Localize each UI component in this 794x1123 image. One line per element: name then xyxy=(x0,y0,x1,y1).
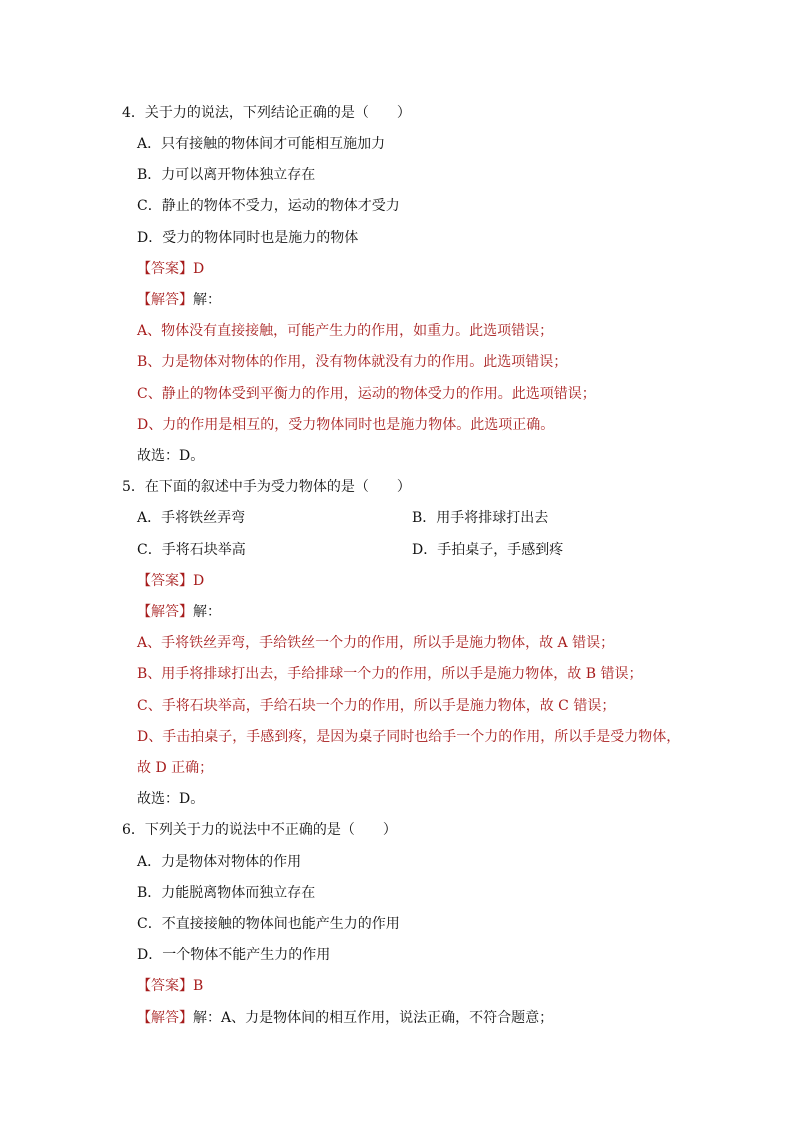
answer-value: D xyxy=(193,261,205,277)
analysis-tag: 【解答】 xyxy=(137,1010,193,1026)
question-4-answer xyxy=(137,260,204,278)
answer-tag: 【答案】 xyxy=(137,261,193,277)
question-5-analysis-header xyxy=(137,603,221,621)
answer-value: B xyxy=(193,978,204,994)
analysis-lead: 解： xyxy=(193,1010,221,1026)
analysis-tag: 【解答】 xyxy=(137,292,193,308)
question-4-option-c: C．静止的物体不受力，运动的物体才受力 xyxy=(137,198,400,214)
question-5-option-c: C．手将石块举高 xyxy=(137,542,246,558)
question-6-option-b: B．力能脱离物体而独立存在 xyxy=(137,885,316,901)
analysis-tag: 【解答】 xyxy=(137,604,193,620)
question-4-option-d: D．受力的物体同时也是施力的物体 xyxy=(137,230,359,246)
question-5-analysis-line: D、手击拍桌子，手感到疼，是因为桌子同时也给手一个力的作用，所以手是受力物体， xyxy=(137,729,681,745)
question-4-analysis-header xyxy=(137,291,221,309)
answer-tag: 【答案】 xyxy=(137,978,193,994)
question-5-analysis-line: A、手将铁丝弄弯，手给铁丝一个力的作用，所以手是施力物体，故 A 错误； xyxy=(137,635,615,651)
question-6-answer xyxy=(137,977,203,995)
question-4-option-a: A．只有接触的物体间才可能相互施加力 xyxy=(137,136,386,152)
question-5-analysis-line: C、手将石块举高，手给石块一个力的作用，所以手是施力物体，故 C 错误； xyxy=(137,698,616,714)
question-4-analysis-line: C、静止的物体受到平衡力的作用，运动的物体受力的作用。此选项错误； xyxy=(137,386,596,402)
question-6-option-d: D．一个物体不能产生力的作用 xyxy=(137,947,331,963)
question-5-answer xyxy=(137,572,204,590)
question-5-conclusion: 故选：D。 xyxy=(137,791,205,807)
question-6-stem: 6．下列关于力的说法中不正确的是（ ） xyxy=(122,822,397,838)
answer-value: D xyxy=(193,573,205,589)
question-5-option-b: B．用手将排球打出去 xyxy=(412,510,549,526)
question-4-option-b: B．力可以离开物体独立存在 xyxy=(137,167,316,183)
question-4-conclusion: 故选：D。 xyxy=(137,448,205,464)
question-4-analysis-line: D、力的作用是相互的，受力物体同时也是施力物体。此选项正确。 xyxy=(137,417,555,433)
question-6-option-c: C．不直接接触的物体间也能产生力的作用 xyxy=(137,916,400,932)
question-5-analysis-line: 故 D 正确； xyxy=(137,760,214,776)
question-6-analysis-header xyxy=(137,1009,553,1027)
question-6-analysis-line: A、力是物体间的相互作用，说法正确，不符合题意； xyxy=(221,1010,554,1026)
question-6-option-a: A．力是物体对物体的作用 xyxy=(137,854,302,870)
analysis-lead: 解： xyxy=(193,604,221,620)
question-4-stem: 4．关于力的说法，下列结论正确的是（ ） xyxy=(122,105,411,121)
question-5-option-d: D．手拍桌子，手感到疼 xyxy=(412,542,564,558)
question-4-analysis-line: B、力是物体对物体的作用，没有物体就没有力的作用。此选项错误； xyxy=(137,354,568,370)
answer-tag: 【答案】 xyxy=(137,573,193,589)
question-5-option-a: A．手将铁丝弄弯 xyxy=(137,510,246,526)
question-4-analysis-line: A、物体没有直接接触，可能产生力的作用，如重力。此选项错误； xyxy=(137,323,554,339)
question-5-analysis-line: B、用手将排球打出去，手给排球一个力的作用，所以手是施力物体，故 B 错误； xyxy=(137,666,643,682)
analysis-lead: 解： xyxy=(193,292,221,308)
question-5-stem: 5．在下面的叙述中手为受力物体的是（ ） xyxy=(122,479,411,495)
